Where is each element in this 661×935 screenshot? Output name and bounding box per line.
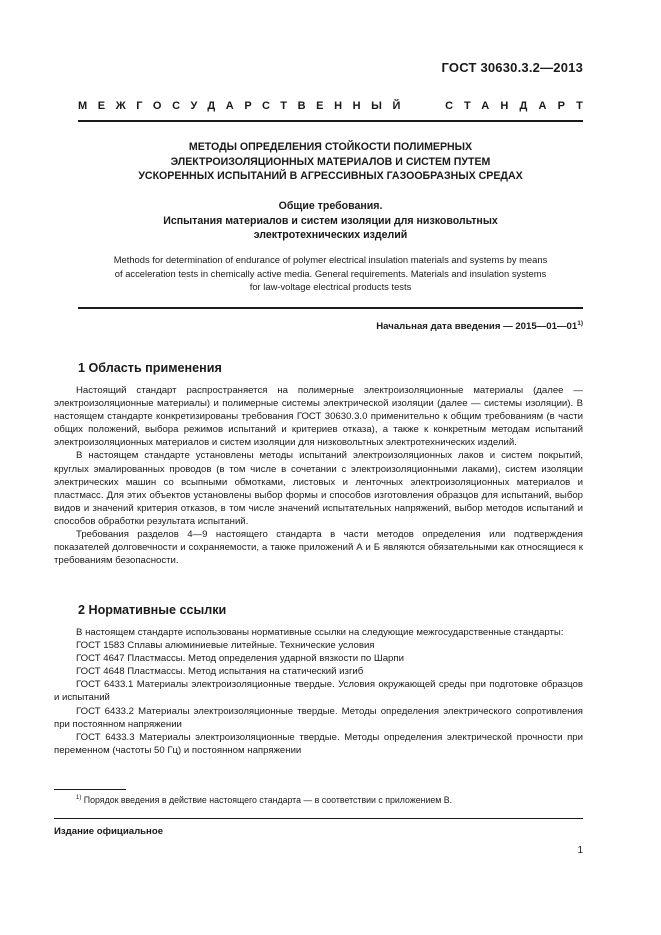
title-russian: [78, 140, 583, 184]
title-en-line: Methods for determination of endurance of polymer electrical insulation materials and systems by means: [113, 254, 548, 265]
paragraph: В настоящем стандарте использованы нормативные ссылки на следующие межгосударственные стандарты:: [76, 627, 564, 638]
interstate-standard-banner: [78, 100, 594, 112]
section-1-body: [54, 384, 583, 567]
title-line: УСКОРЕННЫХ ИСПЫТАНИЙ В АГРЕССИВНЫХ ГАЗООБРАЗНЫХ СРЕДАХ: [138, 170, 523, 182]
title-divider: [78, 307, 583, 309]
footnote-text: Порядок введения в действие настоящего стандарта — в соответствии с приложением В.: [83, 795, 453, 805]
title-line: МЕТОДЫ ОПРЕДЕЛЕНИЯ СТОЙКОСТИ ПОЛИМЕРНЫХ: [188, 141, 473, 153]
paragraph: Настоящий стандарт распространяется на полимерные электроизоляционные материалы (далее — электроизоляционные материалы) и полимерные системы электрической изоляции (далее — системы изоляции). В настоящем стандарте конкретизированы требования ГОСТ 30630.3.0 применительно к общим требованиям (в части общих положений, выбора режимов испытаний и критериев отказа), а также к конкретным методам испытаний электроизоляционных материалов и систем изоляции для низковольтных электротехнических изделий.: [54, 385, 583, 449]
subtitle-line: Испытания материалов и систем изоляции для низковольтных: [163, 214, 498, 227]
section-1-heading: 1 Область применения: [78, 361, 222, 375]
edition-label: Издание официальное: [54, 826, 164, 837]
reference-item: ГОСТ 4647 Пластмассы. Метод определения ударной вязкости по Шарпи: [76, 653, 404, 665]
document-number: ГОСТ 30630.3.2—2013: [441, 60, 583, 75]
reference-item: ГОСТ 6433.2 Материалы электроизоляционные твердые. Методы определения электрического сопротивления при постоянном напряжении: [54, 705, 583, 730]
reference-item: ГОСТ 1583 Сплавы алюминиевые литейные. Технические условия: [76, 640, 375, 652]
banner-word-interstate: МЕЖГОСУДАРСТВЕННЫЙ: [78, 100, 412, 112]
page-number: 1: [577, 845, 583, 856]
introduction-date: [376, 320, 583, 332]
paragraph: В настоящем стандарте установлены методы испытаний электроизоляционных лаков и систем покрытий, круглых эмалированных проводов (в том числе в сочетании с электроизоляционными лаками), систем изоляции электрических машин со всыпными обмотками, листовых и ленточных электроизоляционных материалов и пластмасс. Для этих объектов установлены выбор формы и способов изготовления образцов для испытаний, выбор видов и значений критерия отказов, в том числе значений испытательных напряжений, выбор методов испытаний и способов обработки результата испытаний.: [54, 450, 583, 527]
paragraph: Требования разделов 4—9 настоящего стандарта в части методов определения или подтверждения показателей долговечности и сохраняемости, а также приложений А и Б являются обязательными как относящиеся к требованиям безопасности.: [54, 529, 583, 567]
section-2-body: [54, 626, 583, 757]
footnote-marker: 1): [577, 320, 583, 327]
subtitle-line: Общие требования.: [278, 200, 383, 212]
subtitle-russian: [78, 199, 583, 243]
title-en-line: for law-voltage electrical products tests: [249, 281, 412, 292]
header-divider: [78, 120, 583, 122]
title-en-line: of acceleration tests in chemically active media. General requirements. Materials and insulation systems: [114, 267, 547, 279]
introduction-date-text: Начальная дата введения — 2015—01—01: [376, 321, 578, 333]
title-line: ЭЛЕКТРОИЗОЛЯЦИОННЫХ МАТЕРИАЛОВ И СИСТЕМ ПУТЕМ: [170, 155, 491, 168]
footnote-mark: 1): [76, 795, 82, 802]
footnote-divider: [54, 789, 126, 790]
reference-item: ГОСТ 6433.3 Материалы электроизоляционные твердые. Методы определения электрической прочности при переменном (частоты 50 Гц) и постоянном напряжении: [54, 731, 583, 756]
footnote: [76, 795, 452, 805]
reference-item: ГОСТ 4648 Пластмассы. Метод испытания на статический изгиб: [76, 666, 364, 678]
edition-divider: [54, 818, 583, 819]
reference-item: ГОСТ 6433.1 Материалы электроизоляционные твердые. Условия окружающей среды при подготовке образцов и испытаний: [54, 679, 583, 704]
title-english: [78, 253, 583, 294]
section-2-heading: 2 Нормативные ссылки: [78, 603, 227, 617]
banner-word-standard: СТАНДАРТ: [445, 100, 594, 112]
subtitle-line: электротехнических изделий: [253, 229, 408, 241]
